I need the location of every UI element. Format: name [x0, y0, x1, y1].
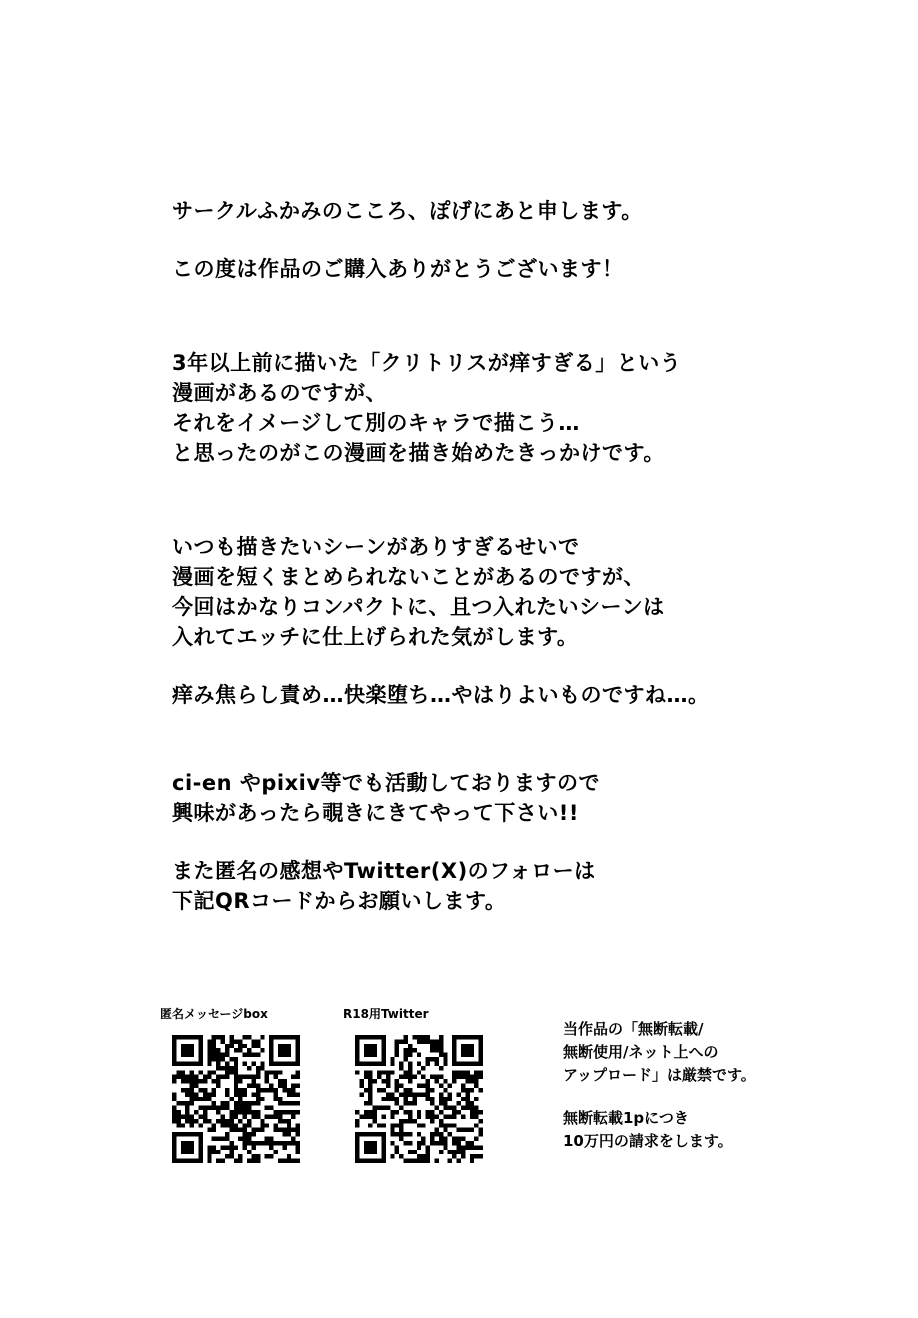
notice-line: 10万円の請求をします。: [563, 1132, 733, 1150]
text-line: 痒み焦らし責め…快楽堕ち…やはりよいものですね…。: [172, 683, 710, 707]
qr-label: R18用Twitter: [343, 1007, 429, 1021]
paragraph-activities: [172, 768, 872, 828]
text-line: サークルふかみのこころ、ぽげにあと申します。: [172, 199, 643, 223]
qr-code-icon[interactable]: [172, 1035, 300, 1163]
text-line: 漫画を短くまとめられないことがあるのですが、: [172, 565, 645, 589]
notice-line: 無断転載1pにつき: [563, 1109, 689, 1127]
notice-line: アップロード」は厳禁です。: [563, 1066, 756, 1084]
qr-message-box: [160, 1005, 320, 1163]
text-line: 今回はかなりコンパクトに、且つ入れたいシーンは: [172, 595, 665, 619]
text-line: 入れてエッチに仕上げられた気がします。: [172, 625, 579, 649]
text-line: それをイメージして別のキャラで描こう…: [172, 411, 580, 435]
qr-label: 匿名メッセージbox: [160, 1007, 268, 1021]
text-line: また匿名の感想やTwitter(X)のフォローは: [172, 859, 596, 883]
text-line: いつも描きたいシーンがありすぎるせいで: [172, 535, 580, 559]
paragraph-origin: [172, 348, 872, 468]
paragraph-scenes: [172, 532, 872, 652]
text-line: ci-en やpixiv等でも活動しておりますので: [172, 771, 601, 795]
text-line: 漫画があるのですが、: [172, 381, 387, 405]
text-line: と思ったのがこの漫画を描き始めたきっかけです。: [172, 441, 665, 465]
text-line: 3年以上前に描いた「クリトリスが痒すぎる」という: [172, 351, 682, 375]
notice-line: 無断使用/ネット上への: [563, 1043, 719, 1061]
copyright-notice: [563, 1018, 883, 1153]
paragraph-thanks: [172, 254, 872, 284]
notice-line: 当作品の「無断転載/: [563, 1020, 704, 1038]
paragraph-qr-request: [172, 856, 872, 916]
text-line: 興味があったら覗きにきてやって下さい!!: [172, 801, 579, 825]
text-line: 下記QRコードからお願いします。: [172, 889, 507, 913]
paragraph-comment: [172, 680, 872, 710]
qr-code-icon[interactable]: [355, 1035, 483, 1163]
qr-twitter: [343, 1005, 503, 1163]
afterword-text: [172, 196, 872, 916]
paragraph-greeting: [172, 196, 872, 226]
text-line: この度は作品のご購入ありがとうございます！: [172, 257, 624, 281]
